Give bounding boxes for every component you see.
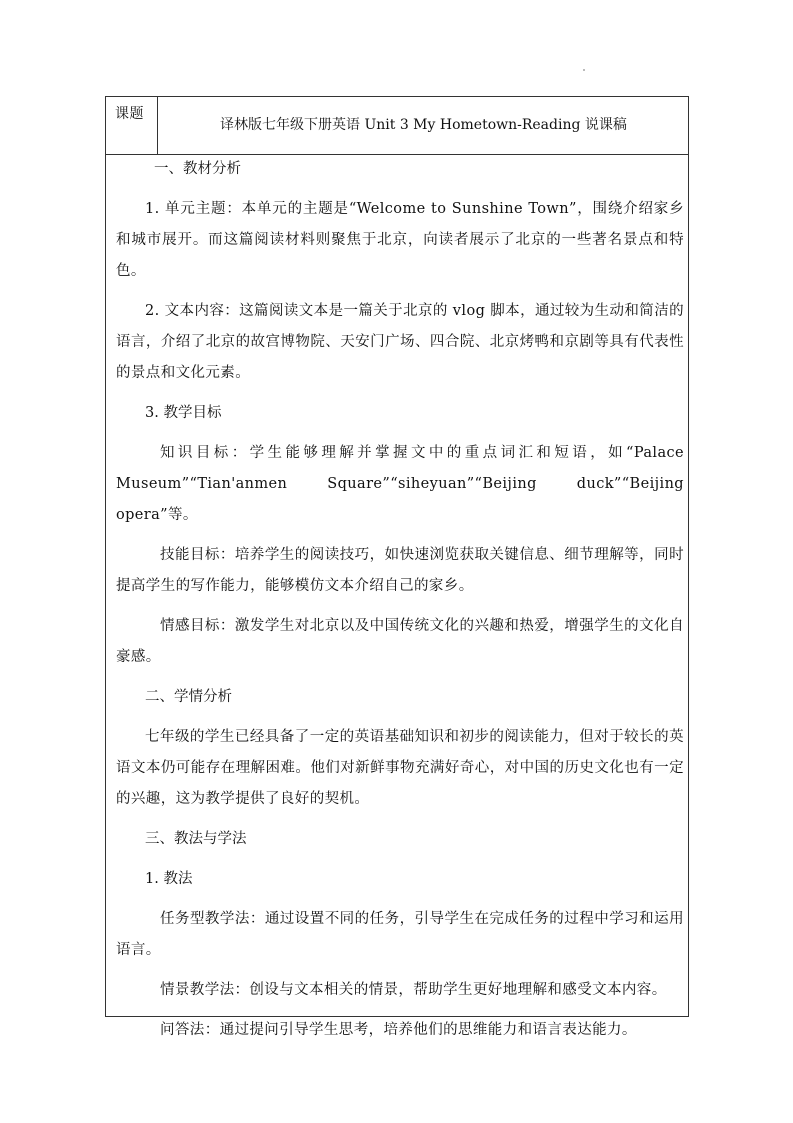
method-question-answer: 问答法：通过提问引导学生思考，培养他们的思维能力和语言表达能力。	[160, 1022, 637, 1038]
subsection-teaching-goals: 3. 教学目标	[145, 405, 222, 421]
lesson-content	[116, 155, 684, 1046]
goal-emotion: 情感目标：激发学生对北京以及中国传统文化的兴趣和热爱，增强学生的文化自豪感。	[116, 618, 684, 665]
goal-skill: 技能目标：培养学生的阅读技巧，如快速浏览获取关键信息、细节理解等，同时提高学生的写作能力，能够模仿文本介绍自己的家乡。	[116, 547, 684, 594]
method-task-based: 任务型教学法：通过设置不同的任务，引导学生在完成任务的过程中学习和运用语言。	[116, 911, 684, 958]
section-title-textbook-analysis: 一、教材分析	[154, 161, 241, 177]
goal-knowledge: 知识目标：学生能够理解并掌握文中的重点词汇和短语，如“Palace Museum”“Tian'anmen Square”“siheyuan”“Beijing duck”“Beijing opera”等。	[116, 445, 684, 523]
method-situational: 情景教学法：创设与文本相关的情景，帮助学生更好地理解和感受文本内容。	[160, 982, 667, 998]
lesson-title: 译林版七年级下册英语 Unit 3 My Hometown-Reading 说课稿	[220, 117, 627, 133]
scan-speck	[583, 69, 585, 71]
paragraph-student-analysis: 七年级的学生已经具备了一定的英语基础知识和初步的阅读能力，但对于较长的英语文本仍可能存在理解困难。他们对新鲜事物充满好奇心，对中国的历史文化也有一定的兴趣，这为教学提供了良好的契机。	[116, 729, 684, 807]
header-row	[106, 97, 688, 155]
section-title-student-analysis: 二、学情分析	[145, 689, 232, 705]
paragraph-text-content: 2. 文本内容：这篇阅读文本是一篇关于北京的 vlog 脚本，通过较为生动和简洁的语言，介绍了北京的故宫博物院、天安门广场、四合院、北京烤鸭和京剧等具有代表性的景点和文化元素。	[116, 303, 684, 381]
lesson-table	[105, 96, 689, 1038]
subsection-teaching-methods: 1. 教法	[145, 871, 193, 887]
section-title-methods: 三、教法与学法	[145, 831, 247, 847]
paragraph-unit-theme: 1. 单元主题：本单元的主题是“Welcome to Sunshine Town”，围绕介绍家乡和城市展开。而这篇阅读材料则聚焦于北京，向读者展示了北京的一些著名景点和特色。	[116, 201, 684, 279]
topic-label: 课题	[106, 97, 158, 154]
